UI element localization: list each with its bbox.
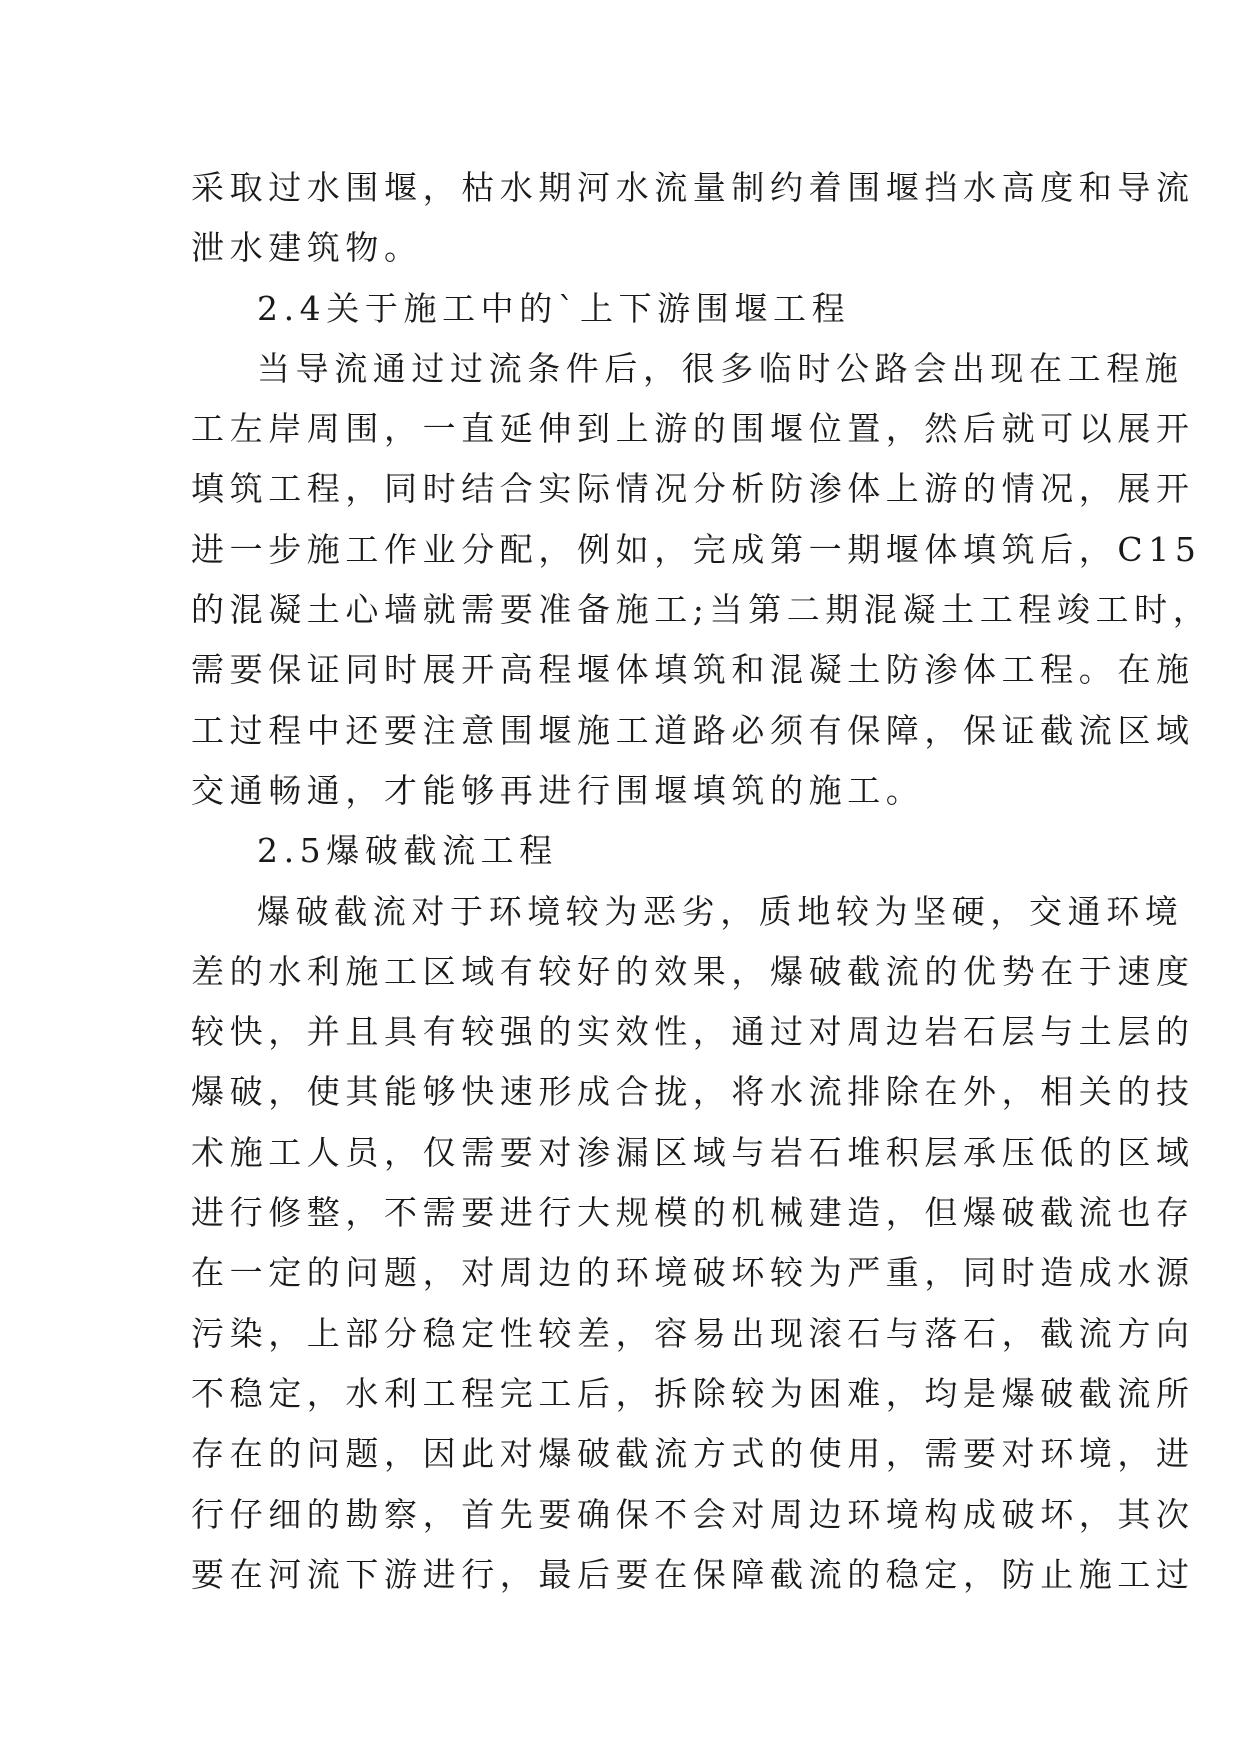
text-line: 较快，并且具有较强的实效性，通过对周边岩石层与土层的 xyxy=(191,1012,1195,1052)
text-line: 污染，上部分稳定性较差，容易出现滚石与落石，截流方向 xyxy=(191,1313,1195,1353)
text-line: 的混凝土心墙就需要准备施工;当第二期混凝土工程竣工时， xyxy=(191,590,1212,630)
text-line: 当导流通过过流条件后，很多临时公路会出现在工程施 xyxy=(257,348,1184,388)
text-line: 要在河流下游进行，最后要在保障截流的稳定，防止施工过 xyxy=(191,1554,1195,1594)
text-line: 工过程中还要注意围堰施工道路必须有保障，保证截流区域 xyxy=(191,710,1195,750)
text-line: 术施工人员，仅需要对渗漏区域与岩石堆积层承压低的区域 xyxy=(191,1132,1195,1172)
text-line: 不稳定，水利工程完工后，拆除较为困难，均是爆破截流所 xyxy=(191,1373,1195,1413)
text-line: 爆破，使其能够快速形成合拢，将水流排除在外，相关的技 xyxy=(191,1072,1195,1112)
text-line: 填筑工程，同时结合实际情况分析防渗体上游的情况，展开 xyxy=(191,469,1195,509)
section-heading-2-5: 2.5爆破截流工程 xyxy=(257,831,558,871)
text-line: 进一步施工作业分配，例如，完成第一期堰体填筑后，C15 xyxy=(191,529,1202,569)
text-line: 交通畅通，才能够再进行围堰填筑的施工。 xyxy=(191,770,925,810)
text-line: 泄水建筑物。 xyxy=(191,228,423,268)
text-line: 采取过水围堰，枯水期河水流量制约着围堰挡水高度和导流 xyxy=(191,168,1195,207)
text-line: 爆破截流对于环境较为恶劣，质地较为坚硬，交通环境 xyxy=(257,891,1184,931)
section-heading-2-4: 2.4关于施工中的`上下游围堰工程 xyxy=(257,288,851,328)
document-body xyxy=(191,158,1212,1605)
text-line: 差的水利施工区域有较好的效果，爆破截流的优势在于速度 xyxy=(191,951,1195,991)
text-line: 在一定的问题，对周边的环境破坏较为严重，同时造成水源 xyxy=(191,1253,1195,1293)
text-line: 工左岸周围，一直延伸到上游的围堰位置，然后就可以展开 xyxy=(191,409,1195,449)
text-line: 存在的问题，因此对爆破截流方式的使用，需要对环境，进 xyxy=(191,1434,1195,1474)
text-line: 需要保证同时展开高程堰体填筑和混凝土防渗体工程。在施 xyxy=(191,650,1195,690)
text-line: 行仔细的勘察，首先要确保不会对周边环境构成破坏，其次 xyxy=(191,1494,1195,1534)
text-line: 进行修整，不需要进行大规模的机械建造，但爆破截流也存 xyxy=(191,1193,1195,1233)
